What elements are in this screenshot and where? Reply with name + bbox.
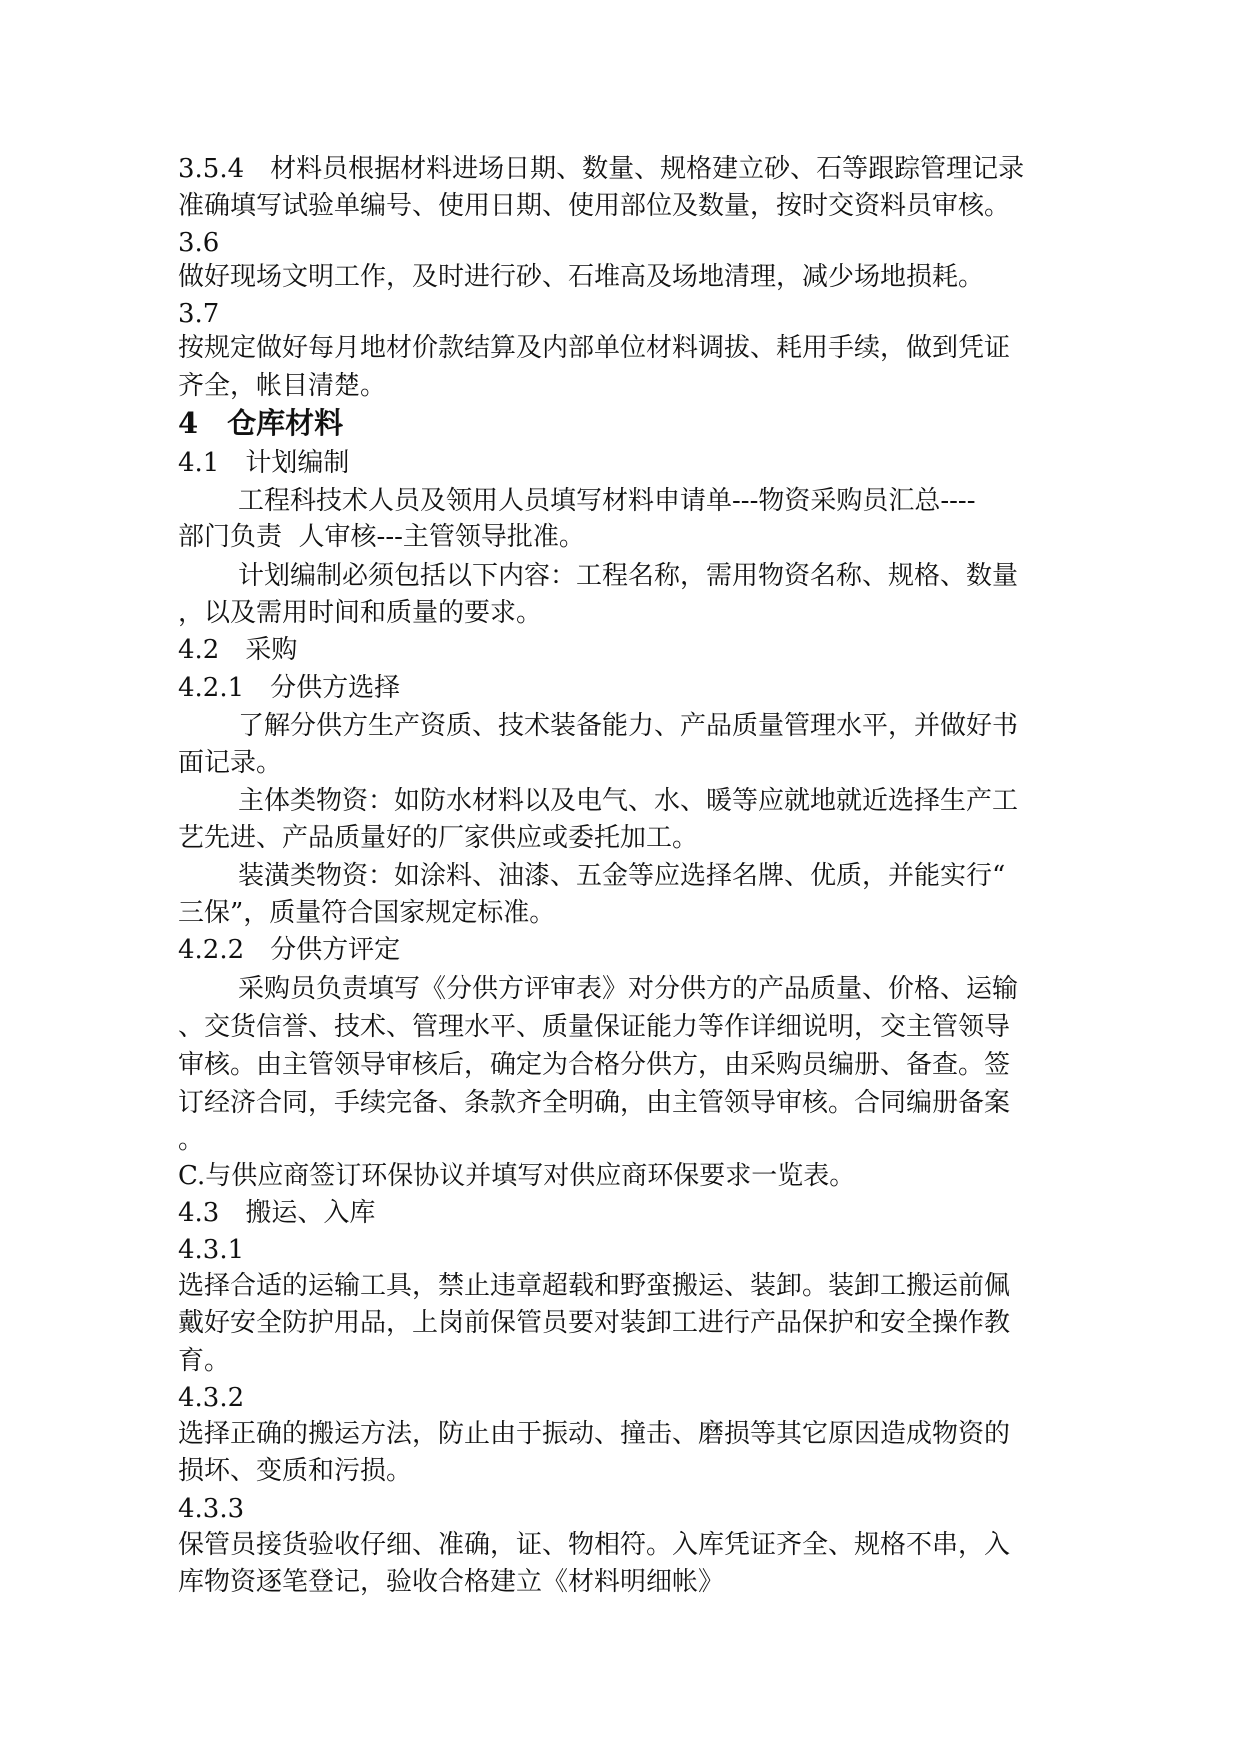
section-heading: 4 仓库材料 xyxy=(178,406,344,440)
text-line: 了解分供方生产资质、技术装备能力、产品质量管理水平，并做好书 xyxy=(238,711,1019,741)
subsection-heading: 4.2.1 分供方选择 xyxy=(178,673,401,703)
text-line: 装潢类物资：如涂料、油漆、五金等应选择名牌、优质，并能实行“ xyxy=(238,861,1006,891)
section-number: 3.7 xyxy=(178,299,220,329)
text-line: 审核。由主管领导审核后，确定为合格分供方，由采购员编册、备查。签 xyxy=(178,1050,1011,1080)
text-line: 选择正确的搬运方法，防止由于振动、撞击、磨损等其它原因造成物资的 xyxy=(178,1419,1011,1449)
text-line: 按规定做好每月地材价款结算及内部单位材料调拔、耗用手续，做到凭证 xyxy=(178,333,1011,363)
section-number: 4.3.2 xyxy=(178,1383,245,1413)
text-line: 3.5.4 材料员根据材料进场日期、数量、规格建立砂、石等跟踪管理记录 xyxy=(178,154,1025,184)
text-line: 戴好安全防护用品，上岗前保管员要对装卸工进行产品保护和安全操作教 xyxy=(178,1308,1011,1338)
text-line: 保管员接货验收仔细、准确，证、物相符。入库凭证齐全、规格不串，入 xyxy=(178,1530,1011,1560)
text-line: 订经济合同，手续完备、条款齐全明确，由主管领导审核。合同编册备案 xyxy=(178,1088,1011,1118)
text-line: 部门负责 人审核---主管领导批准。 xyxy=(178,522,585,552)
text-line: ，以及需用时间和质量的要求。 xyxy=(178,598,543,628)
section-number: 4.3.1 xyxy=(178,1235,245,1265)
subsection-heading: 4.1 计划编制 xyxy=(178,448,350,478)
text-line: 育。 xyxy=(178,1346,231,1376)
text-line: 准确填写试验单编号、使用日期、使用部位及数量，按时交资料员审核。 xyxy=(178,191,1011,221)
subsection-heading: 4.2 采购 xyxy=(178,635,298,665)
text-line: 计划编制必须包括以下内容：工程名称，需用物资名称、规格、数量 xyxy=(238,561,1019,591)
text-line: C.与供应商签订环保协议并填写对供应商环保要求一览表。 xyxy=(178,1161,856,1191)
text-line: 工程科技术人员及领用人员填写材料申请单---物资采购员汇总---- xyxy=(238,486,976,516)
text-line: 。 xyxy=(178,1125,205,1155)
text-line: 损坏、变质和污损。 xyxy=(178,1456,413,1486)
text-line: 选择合适的运输工具，禁止违章超载和野蛮搬运、装卸。装卸工搬运前佩 xyxy=(178,1271,1011,1301)
section-number: 4.3.3 xyxy=(178,1494,245,1524)
subsection-heading: 4.2.2 分供方评定 xyxy=(178,935,401,965)
text-line: 库物资逐笔登记，验收合格建立《材料明细帐》 xyxy=(178,1567,725,1597)
text-line: 采购员负责填写《分供方评审表》对分供方的产品质量、价格、运输 xyxy=(238,974,1019,1004)
text-line: 三保”，质量符合国家规定标准。 xyxy=(178,898,556,928)
text-line: 齐全，帐目清楚。 xyxy=(178,371,387,401)
text-line: 艺先进、产品质量好的厂家供应或委托加工。 xyxy=(178,823,699,853)
section-number: 3.6 xyxy=(178,228,220,258)
text-line: 面记录。 xyxy=(178,748,283,778)
text-line: 、交货信誉、技术、管理水平、质量保证能力等作详细说明，交主管领导 xyxy=(178,1012,1011,1042)
text-line: 做好现场文明工作，及时进行砂、石堆高及场地清理，减少场地损耗。 xyxy=(178,262,985,292)
subsection-heading: 4.3 搬运、入库 xyxy=(178,1198,376,1228)
text-line: 主体类物资：如防水材料以及电气、水、暖等应就地就近选择生产工 xyxy=(238,786,1019,816)
